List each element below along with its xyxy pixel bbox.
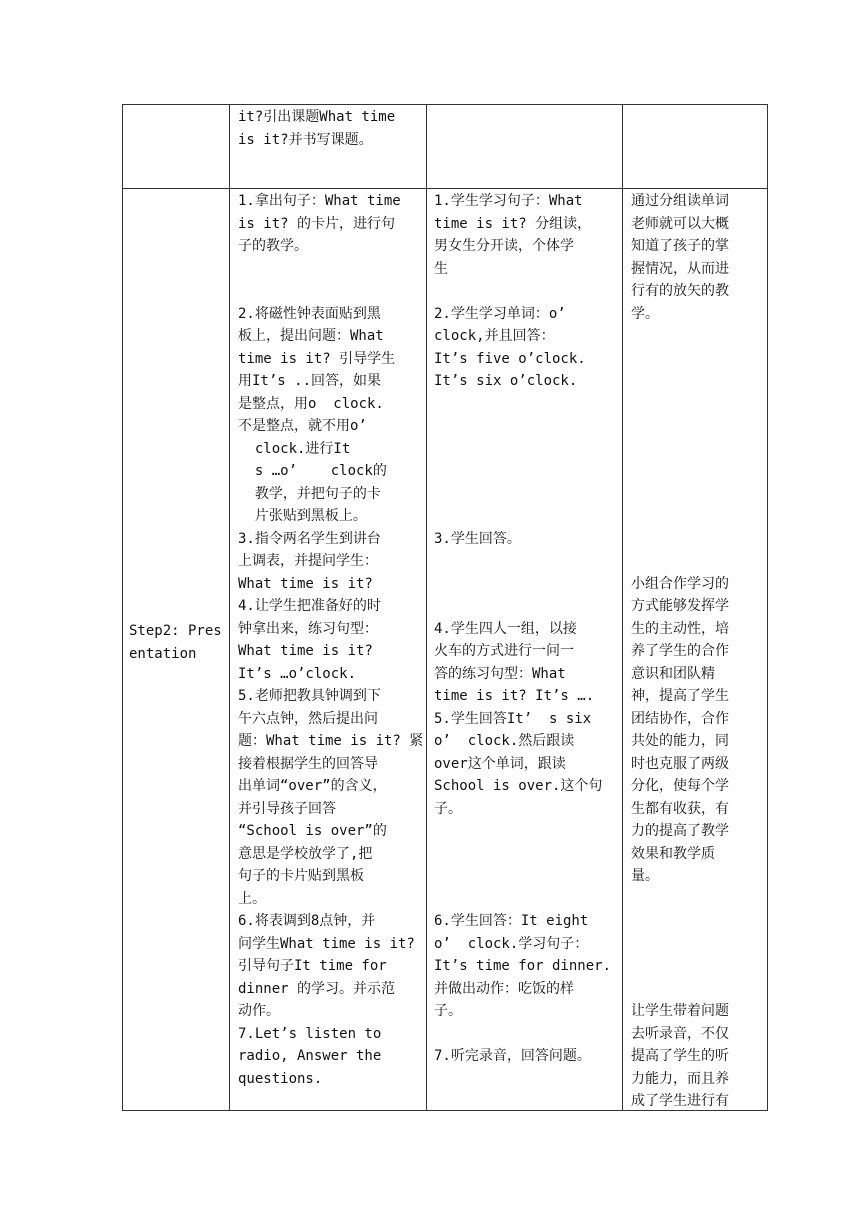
table-right-border [767,104,768,1111]
purpose-line: 行有的放矢的教 [631,283,729,299]
student-line: time is it? 分组读， [434,215,592,232]
table-col-divider-1 [229,104,230,1111]
teacher-line: clock.进行It [238,440,351,457]
purpose-line: 小组合作学习的 [631,575,729,592]
teacher-line: 4.让学生把准备好的时 [238,598,381,614]
student-line: 7.听完录音，回答问题。 [434,1048,591,1064]
teacher-line: 6.将表调到8点钟，并 [238,913,376,929]
student-line: clock,并且回答： [434,328,555,344]
teacher-line: 用It’s ..回答，如果 [238,373,382,389]
student-line: School is over.这个句 [434,778,603,794]
student-line: It’s five o’clock. [434,350,586,367]
purpose-line: 力的提高了教学 [631,823,729,839]
table-col-divider-3 [622,104,623,1111]
teacher-line: 子的教学。 [238,238,308,254]
teacher-line: 片张贴到黑板上。 [238,508,367,524]
teacher-line: 问学生What time is it? [238,935,415,952]
purpose-line: 知道了孩子的掌 [631,238,729,254]
purpose-line: 力能力，而且养 [631,1070,729,1087]
teacher-line: 板上，提出问题：What [238,328,384,344]
teacher-line: is it? 的卡片，进行句 [238,215,396,232]
student-line: 子。 [434,800,462,817]
student-line: 并做出动作：吃饭的样 [434,980,574,997]
teacher-line: 2.将磁性钟表面贴到黑 [238,305,381,322]
teacher-line: It’s …o’clock. [238,665,357,682]
teacher-line: 午六点钟，然后提出问 [238,710,378,727]
purpose-line: 通过分组读单词 [631,193,729,209]
purpose-line: 生的主动性，培 [631,620,729,637]
teacher-line: 是整点，用o clock. [238,395,384,412]
teacher-line: 上。 [238,890,266,907]
teacher-line: “School is over”的 [238,823,387,839]
student-line: time is it? It’s …. [434,688,595,704]
student-line: 火车的方式进行一问一 [434,643,574,659]
purpose-line: 神，提高了学生 [631,688,729,704]
purpose-line: 让学生带着问题 [631,1003,729,1019]
teacher-line: radio, Answer the [238,1048,382,1064]
student-line: 5.学生回答It’ s six [434,710,592,727]
row1-teacher-line-2: is it?并书写课题。 [238,131,373,148]
teacher-line: 意思是学校放学了,把 [238,845,373,862]
purpose-line: 成了学生进行有 [631,1093,729,1109]
student-line: It’s time for dinner. [434,958,612,974]
teacher-line: s …o’ clock的 [238,463,387,479]
student-line: 3.学生回答。 [434,530,521,547]
teacher-line: 5.老师把教具钟调到下 [238,688,381,704]
row1-teacher-line-1: it?引出课题What time [238,109,396,125]
purpose-line: 分化，使每个学 [631,778,729,794]
student-line: o’ clock.学习句子： [434,935,589,952]
purpose-line: 意识和团队精 [631,665,715,682]
purpose-line: 团结协作，合作 [631,710,729,727]
purpose-line: 老师就可以大概 [631,215,729,232]
teacher-line: 教学，并把句子的卡 [238,485,381,502]
purpose-line: 握情况，从而进 [631,260,729,277]
teacher-line: 1.拿出句子：What time [238,193,401,209]
teacher-line: 钟拿出来，练习句型： [238,620,378,637]
teacher-line: questions. [238,1070,323,1087]
teacher-line: What time is it? [238,575,373,592]
student-line: 2.学生学习单词：o’ [434,305,566,322]
teacher-line: 7.Let’s listen to [238,1025,382,1042]
purpose-line: 量。 [631,868,659,884]
teacher-line: 出单词“over”的含义， [238,778,387,794]
step-label: Step2: Presentation [129,623,222,662]
student-line: o’ clock.然后跟读 [434,733,575,749]
table-col-divider-2 [426,104,427,1111]
teacher-line: time is it? 引导学生 [238,350,396,367]
purpose-line: 学。 [631,305,659,322]
purpose-line: 效果和教学质 [631,845,715,862]
student-line: 1.学生学习句子：What [434,193,583,209]
purpose-line: 养了学生的合作 [631,643,729,659]
teacher-line: 引导句子It time for [238,958,387,974]
teacher-line: 3.指令两名学生到讲台 [238,530,381,547]
student-line: 男女生分开读，个体学 [434,238,574,254]
purpose-line: 去听录音，不仅 [631,1025,729,1042]
student-line: 4.学生四人一组，以接 [434,620,577,637]
teacher-line: dinner 的学习。并示范 [238,980,396,997]
purpose-line: 共处的能力，同 [631,733,729,749]
student-line: 子。 [434,1003,462,1019]
teacher-line: 并引导孩子回答 [238,800,336,817]
teacher-line: 句子的卡片贴到黑板 [238,868,364,884]
purpose-line: 时也克服了两级 [631,755,729,772]
teacher-line: 不是整点，就不用o’ [238,418,367,434]
teacher-line: 接着根据学生的回答导 [238,755,378,772]
teacher-line: 题：What time is it? 紧 [238,733,424,749]
teacher-line: What time is it? [238,643,373,659]
table-row-divider [122,188,768,189]
student-line: 生 [434,260,448,277]
purpose-line: 生都有收获，有 [631,800,729,817]
student-line: over这个单词，跟读 [434,755,566,772]
teacher-line: 上调表，并提问学生： [238,553,378,569]
table-left-border [122,104,123,1111]
table-top-border [122,104,768,105]
student-line: 6.学生回答：It eight [434,913,589,929]
purpose-line: 提高了学生的听 [631,1048,729,1064]
purpose-line: 方式能够发挥学 [631,598,729,614]
student-line: It’s six o’clock. [434,373,578,389]
teacher-line: 动作。 [238,1003,280,1019]
student-line: 答的练习句型：What [434,665,566,682]
